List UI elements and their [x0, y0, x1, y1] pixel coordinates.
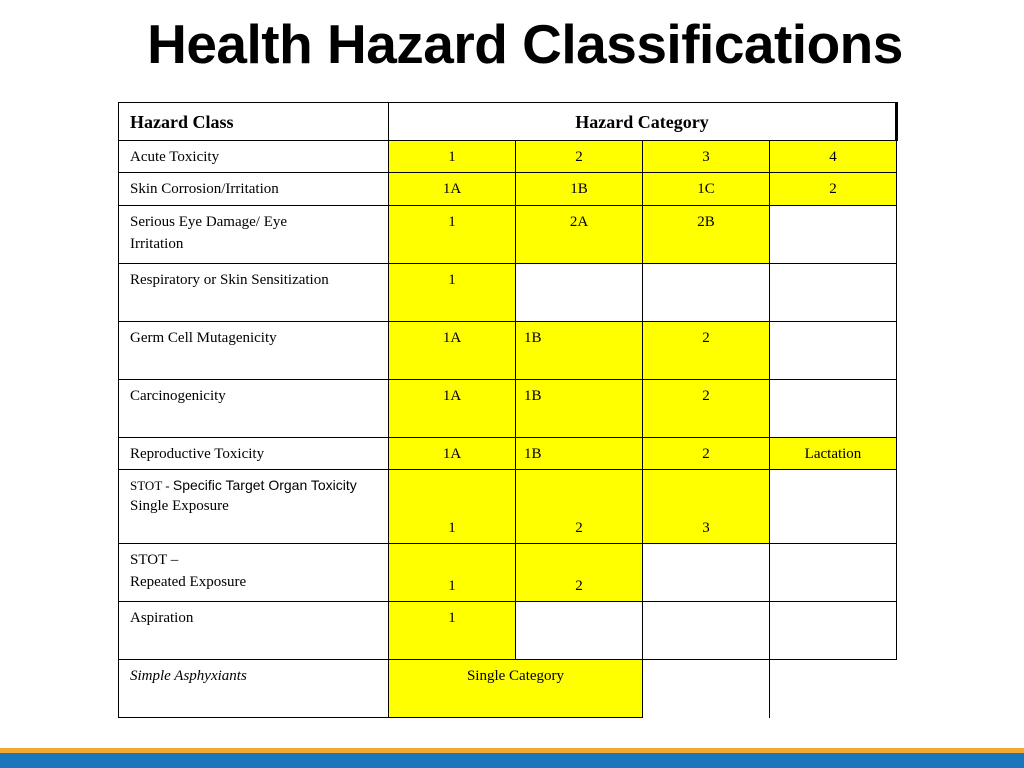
hazard-classification-table: [118, 102, 898, 718]
category-cell: 1A: [389, 322, 516, 380]
category-cell: Single Category: [389, 660, 643, 718]
category-cell: 3: [643, 141, 770, 173]
row-label-line: Single Exposure: [130, 498, 229, 514]
row-label-acute-toxicity: Acute Toxicity: [119, 141, 389, 173]
category-cell: 2: [643, 438, 770, 470]
row-label-germ-cell: Germ Cell Mutagenicity: [119, 322, 389, 380]
category-cell: 1A: [389, 380, 516, 438]
table-row: [119, 470, 897, 544]
category-cell: 1B: [516, 322, 643, 380]
category-cell: 2: [516, 470, 643, 544]
row-label-carcinogenicity: Carcinogenicity: [119, 380, 389, 438]
empty-cell: [770, 660, 897, 718]
category-cell: 3: [643, 470, 770, 544]
row-label-simple-asphyxiants: Simple Asphyxiants: [119, 660, 389, 718]
header-hazard-category: Hazard Category: [389, 103, 897, 141]
table-row: [119, 544, 897, 602]
header-hazard-class: Hazard Class: [119, 103, 389, 141]
category-cell: 1: [389, 544, 516, 602]
category-cell: 1B: [516, 438, 643, 470]
category-cell: 1: [389, 602, 516, 660]
empty-cell: [643, 660, 770, 718]
empty-cell: [516, 264, 643, 322]
category-cell: 1: [389, 264, 516, 322]
empty-cell: [770, 264, 897, 322]
empty-cell: [516, 602, 643, 660]
table-row: [119, 173, 897, 206]
empty-cell: [770, 206, 897, 264]
row-label-reproductive: Reproductive Toxicity: [119, 438, 389, 470]
empty-cell: [643, 544, 770, 602]
category-cell: 1: [389, 206, 516, 264]
table-row: [119, 206, 897, 264]
row-label-sensitization: Respiratory or Skin Sensitization: [119, 264, 389, 322]
table-row: [119, 660, 897, 718]
category-cell: 1: [389, 141, 516, 173]
category-cell: 2: [516, 141, 643, 173]
category-cell: Lactation: [770, 438, 897, 470]
table-row: [119, 322, 897, 380]
empty-cell: [643, 264, 770, 322]
category-cell: 2A: [516, 206, 643, 264]
row-label-expansion: Specific Target Organ Toxicity: [172, 477, 357, 493]
category-cell: 1B: [516, 380, 643, 438]
category-cell: 2B: [643, 206, 770, 264]
row-label-line: STOT –: [130, 552, 179, 568]
row-label-prefix: STOT -: [130, 478, 173, 493]
empty-cell: [770, 322, 897, 380]
category-cell: 1A: [389, 438, 516, 470]
category-cell: 2: [516, 544, 643, 602]
slide-title: Health Hazard Classifications: [147, 13, 903, 75]
row-label-line: Irritation: [130, 236, 184, 252]
empty-cell: [770, 380, 897, 438]
row-label-skin-corrosion: Skin Corrosion/Irritation: [119, 173, 389, 206]
category-cell: 1: [389, 470, 516, 544]
category-cell: 4: [770, 141, 897, 173]
category-cell: 2: [643, 380, 770, 438]
table-row: [119, 264, 897, 322]
empty-cell: [770, 470, 897, 544]
table-header-row: [119, 103, 897, 141]
category-cell: 2: [770, 173, 897, 206]
empty-cell: [643, 602, 770, 660]
row-label-line: Repeated Exposure: [130, 574, 247, 590]
table-row: [119, 438, 897, 470]
table-row: [119, 602, 897, 660]
category-cell: 1B: [516, 173, 643, 206]
table-row: [119, 141, 897, 173]
empty-cell: [770, 544, 897, 602]
category-cell: 1A: [389, 173, 516, 206]
empty-cell: [770, 602, 897, 660]
category-cell: 2: [643, 322, 770, 380]
footer-blue-bar: [0, 753, 1024, 768]
row-label-stot-repeated: [119, 544, 389, 602]
row-label-aspiration: Aspiration: [119, 602, 389, 660]
row-label-stot-single: [119, 470, 389, 544]
row-label-eye-damage: [119, 206, 389, 264]
table-row: [119, 380, 897, 438]
category-cell: 1C: [643, 173, 770, 206]
row-label-line: Serious Eye Damage/ Eye: [130, 214, 288, 230]
